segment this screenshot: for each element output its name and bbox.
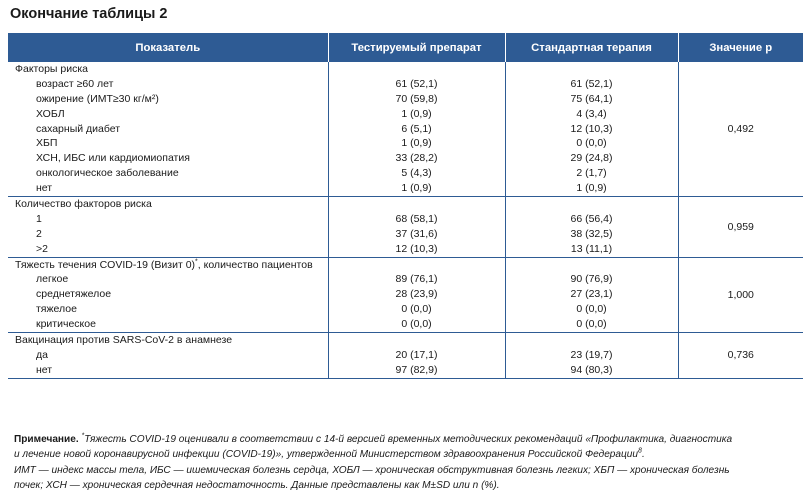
- test-value: 1 (0,9): [401, 182, 432, 195]
- row-label: ХСН, ИБС или кардиомиопатия: [36, 152, 190, 165]
- std-value: 66 (56,4): [570, 212, 613, 225]
- test-value: 89 (76,1): [395, 273, 438, 286]
- p-value-cell: 0,959: [678, 197, 803, 258]
- footnote-line: почек; ХСН — хроническая сердечная недостаточность. Данные представлены как M±SD или n (%).: [14, 479, 500, 491]
- std-value: 61 (52,1): [570, 77, 613, 90]
- section-label: Количество факторов риска: [15, 198, 152, 211]
- std-values-cell: [505, 62, 678, 197]
- table-section: [8, 333, 803, 379]
- row-label: ожирение (ИМТ≥30 кг/м²): [36, 92, 159, 105]
- row-label: тяжелое: [36, 303, 77, 316]
- std-value: 4 (3,4): [576, 107, 607, 120]
- row-label: онкологическое заболевание: [36, 167, 179, 180]
- table-section: [8, 197, 803, 258]
- header-standard-therapy: Стандартная терапия: [505, 33, 678, 62]
- row-label: >2: [36, 242, 48, 255]
- footnote-mark: *: [81, 432, 85, 440]
- row-label: нет: [36, 363, 53, 376]
- std-value: 0 (0,0): [576, 318, 607, 331]
- footnote-mark: *: [195, 258, 198, 266]
- test-value: 33 (28,2): [395, 152, 438, 165]
- table-section: [8, 62, 803, 197]
- header-indicator: Показатель: [8, 33, 328, 62]
- row-label: 2: [36, 227, 42, 240]
- test-value: 37 (31,6): [395, 227, 438, 240]
- test-value: 28 (23,9): [395, 288, 438, 301]
- footnote-label: Примечание.: [14, 434, 79, 445]
- std-values-cell: [505, 333, 678, 379]
- test-values-cell: [328, 197, 505, 258]
- table-section: [8, 257, 803, 332]
- header-row: [8, 33, 803, 62]
- section-labels-cell: [8, 257, 328, 332]
- test-value: 5 (4,3): [401, 167, 432, 180]
- section-label: Вакцинация против SARS-CoV-2 в анамнезе: [15, 334, 233, 347]
- std-value: 94 (80,3): [570, 363, 613, 376]
- test-value: 97 (82,9): [395, 363, 438, 376]
- std-value: 90 (76,9): [570, 273, 613, 286]
- test-value: 68 (58,1): [395, 212, 438, 225]
- std-value: 2 (1,7): [576, 167, 607, 180]
- footnote-line: Примечание. *Тяжесть COVID-19 оценивали в соответствии с 14-й версией временных методических рекомендаций «Профилактика, диагностика: [14, 432, 733, 445]
- test-values-cell: [328, 257, 505, 332]
- row-label: 1: [36, 212, 42, 225]
- std-values-cell: [505, 197, 678, 258]
- test-value: 20 (17,1): [395, 348, 438, 361]
- row-label: легкое: [36, 273, 69, 286]
- test-values-cell: [328, 62, 505, 197]
- test-value: 0 (0,0): [401, 303, 432, 316]
- std-value: 29 (24,8): [570, 152, 613, 165]
- p-value-cell: 1,000: [678, 257, 803, 332]
- data-table: [8, 33, 803, 379]
- p-value-cell: 0,736: [678, 333, 803, 379]
- row-label: возраст ≥60 лет: [36, 77, 114, 90]
- test-value: 0 (0,0): [401, 318, 432, 331]
- header-p-value: Значение p: [678, 33, 803, 62]
- std-value: 12 (10,3): [570, 122, 613, 135]
- std-value: 38 (32,5): [570, 227, 613, 240]
- section-labels-cell: [8, 197, 328, 258]
- row-label: ХОБЛ: [36, 107, 65, 120]
- std-values-cell: [505, 257, 678, 332]
- test-values-cell: [328, 333, 505, 379]
- test-value: 1 (0,9): [401, 137, 432, 150]
- section-labels-cell: [8, 333, 328, 379]
- row-label: среднетяжелое: [36, 288, 112, 301]
- std-value: 75 (64,1): [570, 92, 613, 105]
- std-value: 1 (0,9): [576, 182, 607, 195]
- row-label: нет: [36, 182, 53, 195]
- section-label: Тяжесть течения COVID-19 (Визит 0)*, количество пациентов: [15, 258, 313, 271]
- std-value: 27 (23,1): [570, 288, 613, 301]
- row-label: критическое: [36, 318, 96, 331]
- row-label: сахарный диабет: [36, 122, 121, 135]
- footnote-line: и лечение новой коронавирусной инфекции (COVID-19)», утвержденной Министерством здравоохранения Российской Федерации$^8$.: [14, 447, 645, 461]
- p-value-cell: 0,492: [678, 62, 803, 197]
- row-label: ХБП: [36, 137, 58, 150]
- table-title: Окончание таблицы 2: [10, 6, 168, 22]
- test-value: 1 (0,9): [401, 107, 432, 120]
- std-value: 23 (19,7): [570, 348, 613, 361]
- footnote-line: ИМТ — индекс массы тела, ИБС — ишемическая болезнь сердца, ХОБЛ — хроническая обструктивная болезнь легких; ХБП — хроническая болезнь: [14, 464, 730, 476]
- table-footnote: [14, 432, 798, 493]
- std-value: 0 (0,0): [576, 303, 607, 316]
- row-label: да: [36, 348, 48, 361]
- test-value: 61 (52,1): [395, 77, 438, 90]
- header-test-drug: Тестируемый препарат: [328, 33, 505, 62]
- test-value: 6 (5,1): [401, 122, 432, 135]
- test-value: 70 (59,8): [395, 92, 438, 105]
- test-value: 12 (10,3): [395, 242, 438, 255]
- std-value: 13 (11,1): [570, 242, 613, 255]
- reference-mark: 8: [638, 447, 642, 455]
- std-value: 0 (0,0): [576, 137, 607, 150]
- section-label: Факторы риска: [15, 63, 88, 75]
- section-labels-cell: [8, 62, 328, 197]
